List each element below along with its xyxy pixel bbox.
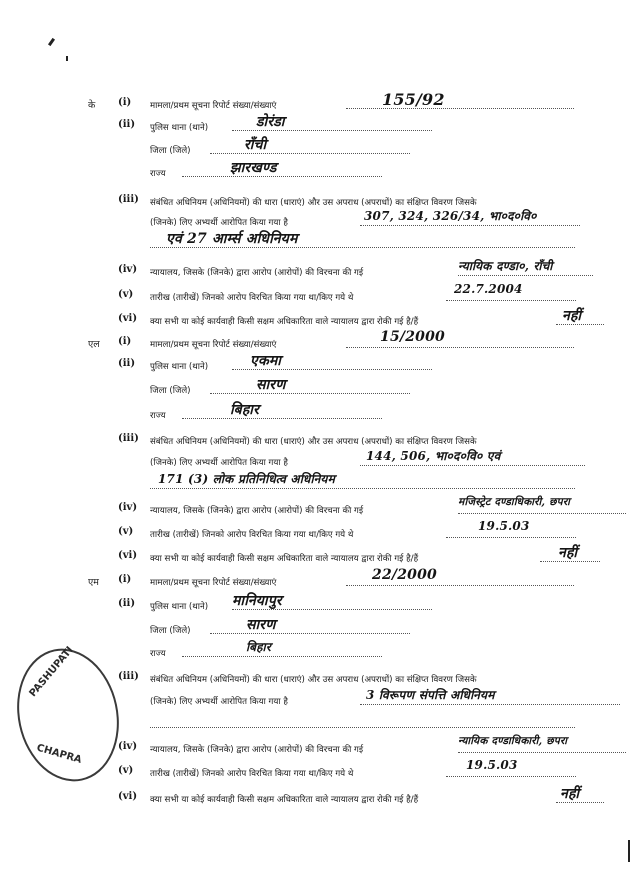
date-label: तारीख (तारीखें) जिनको आरोप विरचित किया गया था/किए गये थे: [150, 530, 354, 540]
stamp-text-bottom: CHAPRA: [35, 742, 83, 766]
l-act-row-1: [0, 431, 635, 451]
section-k-marker: के: [88, 100, 96, 111]
district-label: जिला (जिले): [150, 146, 191, 156]
roman-v: (v): [118, 526, 134, 537]
k-sections-line-1: [360, 209, 580, 226]
m-district-value: सारण: [246, 617, 276, 633]
l-district-row: [0, 377, 635, 400]
roman-vi: (vi): [118, 550, 138, 561]
roman-v: (v): [118, 765, 134, 776]
k-date-value: 22.7.2004: [454, 282, 523, 296]
l-case-row: [0, 329, 635, 354]
roman-ii: (ii): [118, 358, 136, 369]
m-stayed-value: नहीं: [560, 786, 580, 802]
roman-v: (v): [118, 289, 134, 300]
m-case-line: [346, 567, 574, 586]
k-state-value: झारखण्ड: [230, 160, 277, 176]
stayed-label: क्या सभी या कोई कार्यवाही किसी सक्षम अधिकारिता वाले न्यायालय द्वारा रोकी गई है/हैं: [150, 795, 419, 805]
m-ps-line: [232, 593, 432, 610]
act-clause-label-2: (जिनके) लिए अभ्यर्थी आरोपित किया गया है: [150, 458, 288, 468]
state-label: राज्य: [150, 649, 166, 659]
l-case-line: [346, 329, 574, 348]
roman-i: (i): [118, 97, 132, 108]
k-stayed-value: नहीं: [562, 308, 582, 324]
scan-mark: [628, 840, 630, 862]
roman-iv: (iv): [118, 502, 138, 513]
l-case-value: 15/2000: [380, 329, 445, 345]
l-ps-value: एकमा: [250, 353, 282, 369]
court-label: न्यायालय, जिसके (जिनके) द्वारा आरोप (आरोपों) की विरचना की गई: [150, 268, 364, 278]
date-label: तारीख (तारीखें) जिनको आरोप विरचित किया गया था/किए गये थे: [150, 769, 354, 779]
m-date-line: [446, 758, 576, 777]
roman-iv: (iv): [118, 264, 138, 275]
l-state-row: [0, 402, 635, 425]
act-clause-label-1: संबंधित अधिनियम (अधिनियमों) की धारा (धाराएं) और उस अपराध (अपराधों) का संक्षिप्त विवरण जिसके: [150, 198, 477, 208]
k-district-value: राँची: [244, 137, 267, 153]
court-label: न्यायालय, जिसके (जिनके) द्वारा आरोप (आरोपों) की विरचना की गई: [150, 745, 364, 755]
scan-mark: [66, 56, 68, 61]
m-case-row: [0, 567, 635, 592]
l-stayed-value: नहीं: [558, 545, 578, 561]
state-label: राज्य: [150, 169, 166, 179]
k-act-row-1: [0, 192, 635, 212]
k-court-row: [0, 259, 635, 282]
m-district-row: [0, 617, 635, 640]
k-stayed-row: [0, 308, 635, 331]
ps-label: पुलिस थाना (थाने): [150, 602, 209, 612]
m-state-line: [182, 640, 382, 657]
m-state-value: बिहार: [246, 640, 271, 654]
m-sections-line-1: [360, 688, 620, 705]
l-state-line: [182, 402, 382, 419]
m-stayed-row: [0, 786, 635, 809]
k-case-line: [346, 90, 574, 109]
roman-vi: (vi): [118, 791, 138, 802]
roman-vi: (vi): [118, 313, 138, 324]
k-sections-value-2: एवं 27 आर्म्स अधिनियम: [166, 231, 298, 247]
scan-mark: [48, 38, 55, 46]
k-date-row: [0, 282, 635, 307]
state-label: राज्य: [150, 411, 166, 421]
act-clause-label-1: संबंधित अधिनियम (अधिनियमों) की धारा (धाराएं) और उस अपराध (अपराधों) का संक्षिप्त विवरण जिसके: [150, 437, 477, 447]
k-court-value: न्यायिक दण्डा०, राँची: [458, 259, 553, 273]
l-court-value: मजिस्ट्रेट दण्डाधिकारी, छपरा: [458, 496, 571, 508]
stayed-label: क्या सभी या कोई कार्यवाही किसी सक्षम अधिकारिता वाले न्यायालय द्वारा रोकी गई है/हैं: [150, 554, 419, 564]
k-district-row: [0, 137, 635, 160]
l-court-line: [458, 496, 626, 514]
m-state-row: [0, 640, 635, 663]
stamp-text-top: PASHUPATI: [27, 644, 76, 700]
m-sections-value-1: 3 विरूपण संपत्ति अधिनियम: [366, 688, 495, 702]
roman-iv: (iv): [118, 741, 138, 752]
act-clause-label-1: संबंधित अधिनियम (अधिनियमों) की धारा (धाराएं) और उस अपराध (अपराधों) का संक्षिप्त विवरण जिसके: [150, 675, 477, 685]
k-date-line: [446, 282, 576, 301]
l-stayed-line: [540, 545, 600, 562]
m-court-value: न्यायिक दण्डाधिकारी, छपरा: [458, 735, 568, 747]
district-label: जिला (जिले): [150, 386, 191, 396]
l-date-line: [446, 519, 576, 538]
k-case-value: 155/92: [382, 90, 445, 109]
k-ps-value: डोरंडा: [256, 114, 285, 130]
stayed-label: क्या सभी या कोई कार्यवाही किसी सक्षम अधिकारिता वाले न्यायालय द्वारा रोकी गई है/हैं: [150, 317, 419, 327]
k-case-row: [0, 90, 635, 115]
k-ps-row: [0, 114, 635, 137]
k-sections-value-1: 307, 324, 326/34, भा०द०वि०: [364, 209, 537, 223]
k-state-row: [0, 160, 635, 183]
ps-label: पुलिस थाना (थाने): [150, 362, 209, 372]
roman-iii: (iii): [118, 433, 139, 444]
court-label: न्यायालय, जिसके (जिनके) द्वारा आरोप (आरोपों) की विरचना की गई: [150, 506, 364, 516]
k-ps-line: [232, 114, 432, 131]
l-ps-row: [0, 353, 635, 376]
l-date-row: [0, 519, 635, 544]
k-stayed-line: [556, 308, 604, 325]
roman-i: (i): [118, 336, 132, 347]
ps-label: पुलिस थाना (थाने): [150, 123, 209, 133]
m-sections-line-2: [150, 714, 575, 728]
l-district-value: सारण: [256, 377, 286, 393]
act-clause-label-2: (जिनके) लिए अभ्यर्थी आरोपित किया गया है: [150, 697, 288, 707]
k-district-line: [210, 137, 410, 154]
m-ps-value: मानियापुर: [232, 593, 282, 609]
roman-ii: (ii): [118, 598, 136, 609]
k-act-row-2: [0, 209, 635, 232]
l-court-row: [0, 496, 635, 520]
m-date-value: 19.5.03: [466, 758, 518, 772]
k-sections-line-2: [150, 231, 575, 248]
l-district-line: [210, 377, 410, 394]
l-stayed-row: [0, 545, 635, 568]
l-sections-value-2: 171 (3) लोक प्रतिनिधित्व अधिनियम: [158, 472, 335, 486]
l-sections-value-1: 144, 506, भा०द०वि० एवं: [366, 449, 501, 463]
l-act-row-2: [0, 449, 635, 472]
l-date-value: 19.5.03: [478, 519, 530, 533]
section-m-marker: एम: [88, 577, 99, 588]
act-clause-label-2: (जिनके) लिए अभ्यर्थी आरोपित किया गया है: [150, 218, 288, 228]
district-label: जिला (जिले): [150, 626, 191, 636]
m-case-value: 22/2000: [372, 567, 437, 583]
m-district-line: [210, 617, 410, 634]
l-sections-line-1: [360, 449, 585, 466]
case-no-label: मामला/प्रथम सूचना रिपोर्ट संख्या/संख्याएं: [150, 578, 277, 588]
l-state-value: बिहार: [230, 402, 260, 418]
case-no-label: मामला/प्रथम सूचना रिपोर्ट संख्या/संख्याएं: [150, 340, 277, 350]
roman-ii: (ii): [118, 119, 136, 130]
section-l-marker: एल: [88, 339, 100, 350]
k-court-line: [458, 259, 593, 276]
l-sections-line-2: [150, 472, 575, 489]
m-stayed-line: [556, 786, 604, 803]
date-label: तारीख (तारीखें) जिनको आरोप विरचित किया गया था/किए गये थे: [150, 293, 354, 303]
l-ps-line: [232, 353, 432, 370]
l-act-row-3: [0, 472, 635, 495]
roman-iii: (iii): [118, 671, 139, 682]
roman-i: (i): [118, 574, 132, 585]
m-court-line: [458, 735, 626, 753]
m-ps-row: [0, 593, 635, 616]
k-state-line: [182, 160, 382, 177]
case-no-label: मामला/प्रथम सूचना रिपोर्ट संख्या/संख्याएं: [150, 101, 277, 111]
k-act-row-3: [0, 231, 635, 254]
roman-iii: (iii): [118, 194, 139, 205]
